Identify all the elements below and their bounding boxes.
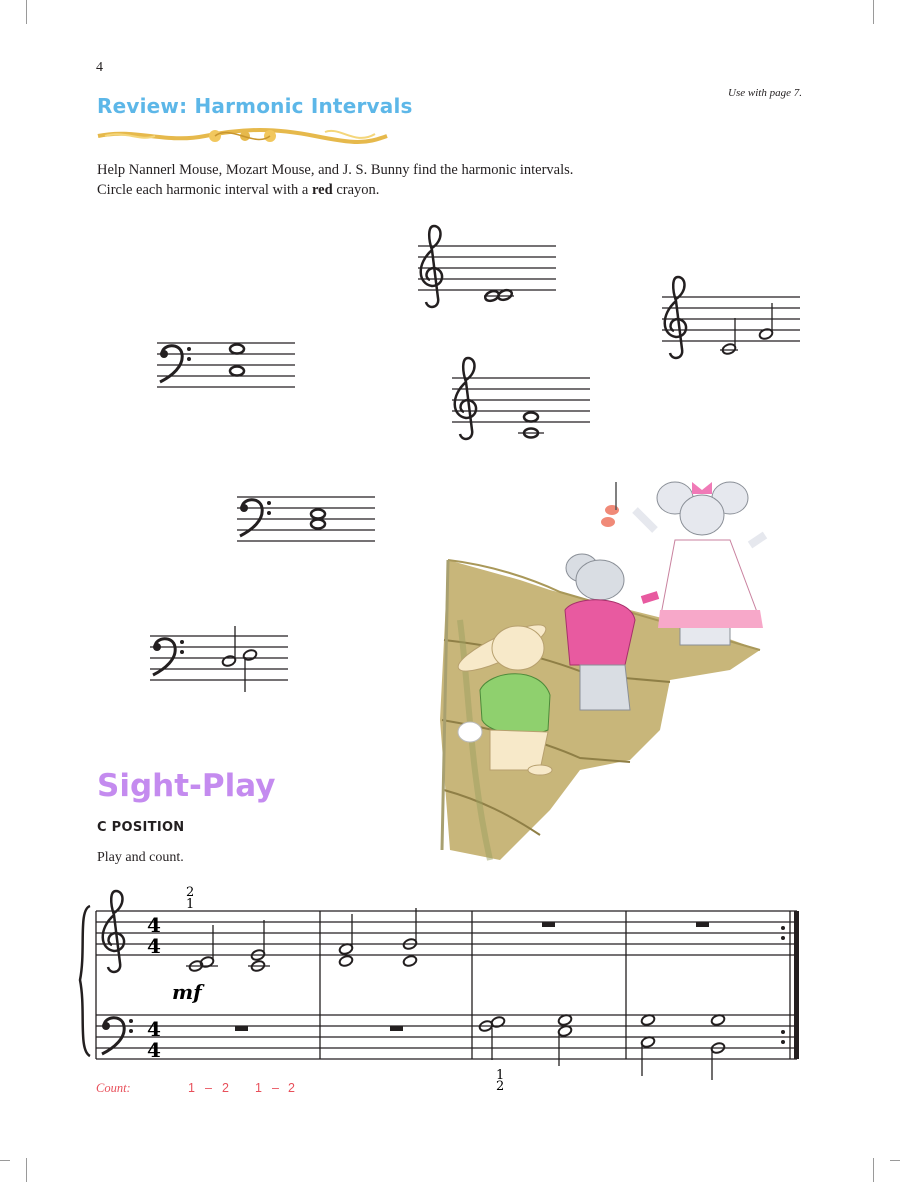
subheading-c-position: C POSITION	[97, 820, 185, 835]
count-dash: –	[272, 1081, 279, 1095]
staff-treble-harmonic-fourth	[452, 358, 590, 439]
staff-bass-harmonic-second	[237, 497, 375, 541]
measure-4-bass	[640, 1014, 725, 1080]
use-with-note: Use with page 7.	[728, 87, 802, 99]
whole-rest	[542, 922, 555, 927]
crop-mark	[26, 1158, 27, 1182]
staff-bass-harmonic-third	[157, 343, 295, 387]
crop-mark	[890, 1160, 900, 1161]
count-beat: 1	[188, 1081, 195, 1095]
time-sig-bottom: 4	[147, 934, 161, 958]
time-sig-top: 4	[147, 1017, 161, 1041]
whole-rest	[696, 922, 709, 927]
treble-staff-lines	[96, 911, 797, 955]
music-note-decoration	[601, 482, 619, 527]
brace-icon	[80, 906, 90, 1056]
bass-staff-lines	[96, 1015, 797, 1059]
treble-clef-icon	[421, 226, 442, 307]
fingering-number: 2	[186, 885, 195, 900]
crop-mark	[0, 1160, 10, 1161]
dynamic-marking: mf	[172, 980, 202, 1004]
section-title-sight-play: Sight-Play	[97, 768, 276, 804]
whole-note	[311, 520, 325, 529]
treble-clef-icon	[455, 358, 476, 439]
count-dash: –	[205, 1081, 212, 1095]
staff-treble-melodic	[662, 277, 800, 358]
whole-rest	[390, 1026, 403, 1031]
whole-note	[524, 413, 538, 422]
whole-note	[230, 367, 244, 376]
count-beat: 1	[255, 1081, 262, 1095]
sight-play-instruction: Play and count.	[97, 850, 184, 865]
count-beat: 2	[222, 1081, 229, 1095]
count-label: Count:	[96, 1081, 131, 1095]
fingering-number: 1	[186, 897, 195, 912]
illustration-characters-on-stairs	[430, 470, 790, 870]
whole-note	[230, 345, 244, 354]
time-sig-bottom: 4	[147, 1038, 161, 1062]
whole-note	[311, 510, 325, 519]
fingering-number: 1	[496, 1068, 505, 1083]
time-sig-top: 4	[147, 913, 161, 937]
section-title-review: Review: Harmonic Intervals	[97, 94, 413, 118]
count-beat: 2	[288, 1081, 295, 1095]
treble-clef-icon	[103, 891, 124, 972]
instruction-line-2: Circle each harmonic interval with a red crayon.	[97, 182, 380, 198]
whole-rest	[235, 1026, 248, 1031]
measure-1-treble	[186, 920, 270, 972]
staff-treble-harmonic-second	[418, 226, 556, 307]
crop-mark	[873, 1158, 874, 1182]
measure-3-bass	[478, 1014, 572, 1066]
instruction-line-1: Help Nannerl Mouse, Mozart Mouse, and J. S. Bunny find the harmonic intervals.	[97, 162, 574, 178]
measure-2-treble	[338, 908, 417, 967]
staff-bass-melodic	[150, 626, 288, 692]
fingering-number: 2	[496, 1079, 505, 1090]
grand-staff	[0, 870, 900, 1090]
treble-clef-icon	[665, 277, 686, 358]
page-number: 4	[96, 60, 103, 75]
